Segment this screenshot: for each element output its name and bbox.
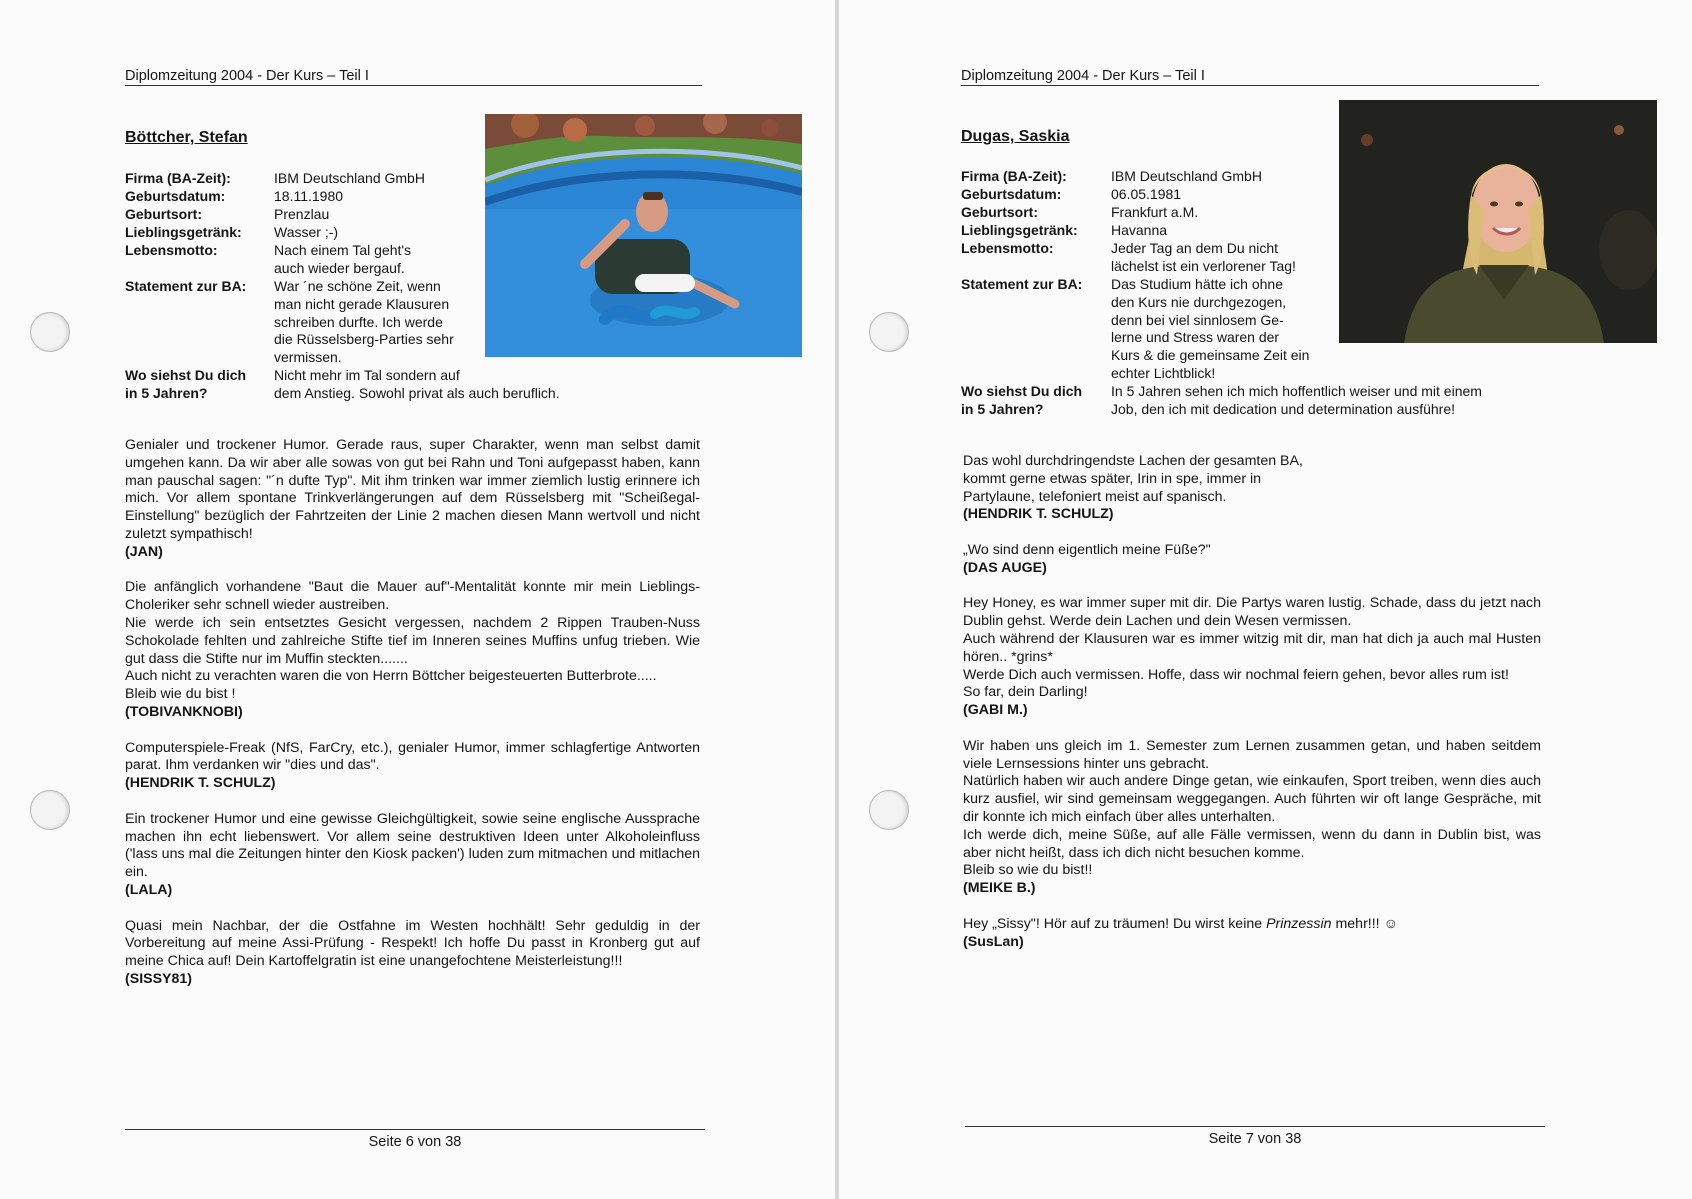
comment-signature: (MEIKE B.) (963, 880, 1036, 897)
punch-hole (869, 312, 909, 352)
statement-line: den Kurs nie durchgezogen, (1111, 293, 1287, 310)
comment (125, 579, 700, 721)
comment-line: kommt gerne etwas später, Irin in spe, immer in (963, 470, 1262, 487)
comment-signature: (HENDRIK T. SCHULZ) (963, 506, 1114, 523)
zukunft-line: dem Anstieg. Sowohl privat als auch beruflich. (274, 384, 560, 401)
zukunft-line: Nicht mehr im Tal sondern auf (274, 367, 460, 383)
zukunft-line: Job, den ich mit dedication und determination ausführe! (1111, 400, 1455, 417)
comment-line: Auch während der Klausuren war es immer witzig mit dir, man hat dich ja auch mal Husten hören.. *grins* (963, 630, 1541, 665)
portrait-photo-image (1339, 100, 1657, 343)
label-getraenk: Lieblingsgetränk: (961, 222, 1078, 238)
comments (963, 453, 1541, 969)
comment (125, 811, 700, 900)
comment-signature: (HENDRIK T. SCHULZ) (125, 775, 276, 792)
comment-text: Computerspiele-Freak (NfS, FarCry, etc.), genialer Humor, immer schlagfertige Antworten parat. Ihm verdanken wir "dies und das". (125, 739, 700, 774)
comment-signature: (SISSY81) (125, 970, 193, 987)
comment-text: mehr!!! ☺ (1331, 915, 1399, 932)
comment-line: Wir haben uns gleich im 1. Semester zum Lernen zusammen getan, und haben seitdem viele Lernsessions hinter uns gebracht. (963, 737, 1541, 772)
comment (125, 740, 700, 793)
page-header: Diplomzeitung 2004 - Der Kurs – Teil I (125, 68, 702, 86)
label-motto: Lebensmotto: (961, 240, 1054, 256)
label-geburtsdatum: Geburtsdatum: (125, 188, 226, 204)
comment (963, 453, 1541, 524)
footer-rule (125, 1129, 705, 1130)
zukunft-label-line: Wo siehst Du dich (961, 383, 1083, 399)
value-motto (274, 242, 411, 278)
label-geburtsort: Geburtsort: (125, 206, 202, 222)
motto-line: lächelst ist ein verlorener Tag! (1111, 257, 1296, 274)
value-firma: IBM Deutschland GmbH (1111, 168, 1262, 184)
punch-hole (30, 790, 70, 830)
comment-text: Ein trockener Humor und eine gewisse Gleichgültigkeit, sowie seine englische Aussprache machen ihn echt liebenswert. Vor allem seine destruktiven Ideen unter Alkoholeinfluss ('lass uns mal die Zeitungen hinter den Kiosk packen') luden zum mitmachen und mitlachen ein. (125, 810, 700, 881)
statement-line: denn bei viel sinnlosem Ge- (1111, 311, 1284, 328)
label-zukunft (961, 383, 1082, 419)
motto-line: Jeder Tag an dem Du nicht (1111, 240, 1279, 256)
page-number: Seite 7 von 38 (1208, 1131, 1302, 1147)
comment-line: Partylaune, telefoniert meist auf spanisch. (963, 488, 1227, 505)
comment-signature: (GABI M.) (963, 702, 1028, 719)
statement-line: echter Lichtblick! (1111, 364, 1216, 381)
comment-text: Quasi mein Nachbar, der die Ostfahne im Westen hochhält! Sehr geduldig in der Vorbereitung auf meine Assi-Prüfung - Respekt! Ich hoffe Du passt in Kronberg gut auf meine Chica auf! Dein Kartoffelgratin ist eine unangefochtene Meisterleistung!!! (125, 917, 700, 970)
label-motto: Lebensmotto: (125, 242, 218, 258)
comment-signature: (DAS AUGE) (963, 559, 1047, 576)
comment-line: Die anfänglich vorhandene "Baut die Mauer auf"-Mentalität konnte mir mein Lieblings-Choleriker sehr schnell wieder austreiben. (125, 579, 700, 614)
value-motto (1111, 240, 1296, 276)
label-zukunft (125, 367, 246, 403)
value-getraenk: Wasser ;-) (274, 224, 339, 240)
comment-signature: (SusLan) (963, 933, 1024, 950)
comment-line: Natürlich haben wir auch andere Dinge getan, wie einkaufen, Sport treiben, wenn dies auch kurz ausfiel, wir sind gemeinsam weggegangen. Auch führten wir oft lange Gespräche, mit dir konnte ich mich einfach über alles unterhalten. (963, 773, 1541, 825)
comment-signature: (LALA) (125, 881, 173, 898)
comment-line: Nie werde ich sein entsetztes Gesicht vergessen, nachdem 2 Rippen Trauben-Nuss Schokolade fehlten und zahlreiche Stifte tief im Inneren seines Muffins unfug trieben. Wie gut dass die Stifte nur im Muffin steckten....... (125, 614, 700, 667)
pool-photo-image (485, 114, 802, 357)
motto-line: auch wieder bergauf. (274, 259, 405, 276)
value-geburtsort: Prenzlau (274, 206, 330, 222)
label-geburtsort: Geburtsort: (961, 204, 1038, 220)
comment-line: Ich werde dich, meine Süße, auf alle Fälle vermissen, wenn du dann in Dublin bist, was aber nicht heißt, dass ich dich nicht besuchen komme. (963, 826, 1541, 861)
value-zukunft (1111, 383, 1482, 419)
value-geburtsdatum: 18.11.1980 (274, 188, 344, 204)
comment-line: Bleib wie du bist ! (125, 686, 236, 703)
comment-line: Auch nicht zu verachten waren die von Herrn Böttcher beigesteuerten Butterbrote..... (125, 668, 657, 685)
zukunft-label-line: in 5 Jahren? (961, 400, 1044, 417)
value-firma: IBM Deutschland GmbH (274, 170, 425, 186)
statement-line: vermissen. (274, 349, 342, 366)
comment (963, 738, 1541, 898)
footer-rule (965, 1126, 1545, 1127)
comment (125, 437, 700, 562)
comment-signature: (TOBIVANKNOBI) (125, 703, 243, 720)
value-zukunft (274, 367, 560, 403)
statement-line: War ´ne schöne Zeit, wenn (274, 278, 441, 294)
comment-signature: (JAN) (125, 543, 163, 560)
comment-italic: Prinzessin (1266, 915, 1332, 932)
page-header: Diplomzeitung 2004 - Der Kurs – Teil I (961, 68, 1539, 86)
comment-text: Hey „Sissy"! Hör auf zu träumen! Du wirst keine (963, 915, 1267, 932)
statement-line: Kurs & die gemeinsame Zeit ein (1111, 347, 1310, 364)
comment-text: „Wo sind denn eigentlich meine Füße?" (963, 541, 1211, 558)
value-geburtsdatum: 06.05.1981 (1111, 186, 1182, 202)
statement-line: Das Studium hätte ich ohne (1111, 276, 1283, 292)
page-7 (838, 0, 1692, 1199)
comment (963, 595, 1541, 720)
comment-text: Genialer und trockener Humor. Gerade raus, super Charakter, wenn man selbst damit umgehen kann. Da wir aber alle sowas von gut bei Rahn und Toni aufgepasst haben, kann man pauschal sagen: "´n dufte Typ". Mit ihm trinken war immer ziemlich lustig erinnere ich mich. Vor allem spontane Trinkverlängerungen auf dem Rüsselsberg mit "Scheißegal-Einstellung" bezüglich der Fahrtzeiten der Linie 2 machen diesen Mann wertvoll und nicht zuletzt sympathisch! (125, 437, 700, 542)
page-6 (0, 0, 836, 1199)
value-geburtsort: Frankfurt a.M. (1111, 204, 1199, 220)
label-geburtsdatum: Geburtsdatum: (961, 186, 1062, 202)
label-firma: Firma (BA-Zeit): (125, 170, 231, 186)
value-statement (1111, 276, 1309, 383)
statement-line: schreiben durfte. Ich werde (274, 313, 443, 330)
zukunft-label-line: Wo siehst Du dich (125, 367, 247, 383)
comments (125, 437, 700, 1007)
punch-hole (30, 312, 70, 352)
statement-line: die Rüsselsberg-Parties sehr (274, 331, 454, 348)
statement-line: lerne und Stress waren der (1111, 329, 1280, 346)
profile-name: Böttcher, Stefan (125, 129, 248, 146)
profile-photo (485, 114, 802, 357)
label-statement: Statement zur BA: (125, 278, 247, 294)
comment-line: Hey Honey, es war immer super mit dir. Die Partys waren lustig. Schade, dass du jetzt nach Dublin gehst. Werde dein Lachen und dein Wesen vermissen. (963, 595, 1541, 630)
comment-line: Bleib so wie du bist!! (963, 862, 1093, 879)
statement-line: man nicht gerade Klausuren (274, 295, 450, 312)
label-firma: Firma (BA-Zeit): (961, 168, 1067, 184)
value-getraenk: Havanna (1111, 222, 1168, 238)
label-statement: Statement zur BA: (961, 276, 1083, 292)
comment-line: So far, dein Darling! (963, 684, 1088, 701)
comment (125, 918, 700, 989)
page-number: Seite 6 von 38 (368, 1134, 462, 1150)
comment-line: Werde Dich auch vermissen. Hoffe, dass wir nochmal feiern gehen, bevor alles rum ist! (963, 666, 1509, 683)
comment (963, 916, 1541, 952)
comment (963, 542, 1541, 578)
profile-name: Dugas, Saskia (961, 128, 1070, 145)
motto-line: Nach einem Tal geht's (274, 242, 412, 258)
zukunft-label-line: in 5 Jahren? (125, 384, 208, 401)
profile-photo (1339, 100, 1657, 343)
comment-line: Das wohl durchdringendste Lachen der gesamten BA, (963, 453, 1303, 469)
value-statement (274, 278, 454, 367)
zukunft-line: In 5 Jahren sehen ich mich hoffentlich weiser und mit einem (1111, 383, 1482, 399)
punch-hole (869, 790, 909, 830)
label-getraenk: Lieblingsgetränk: (125, 224, 242, 240)
